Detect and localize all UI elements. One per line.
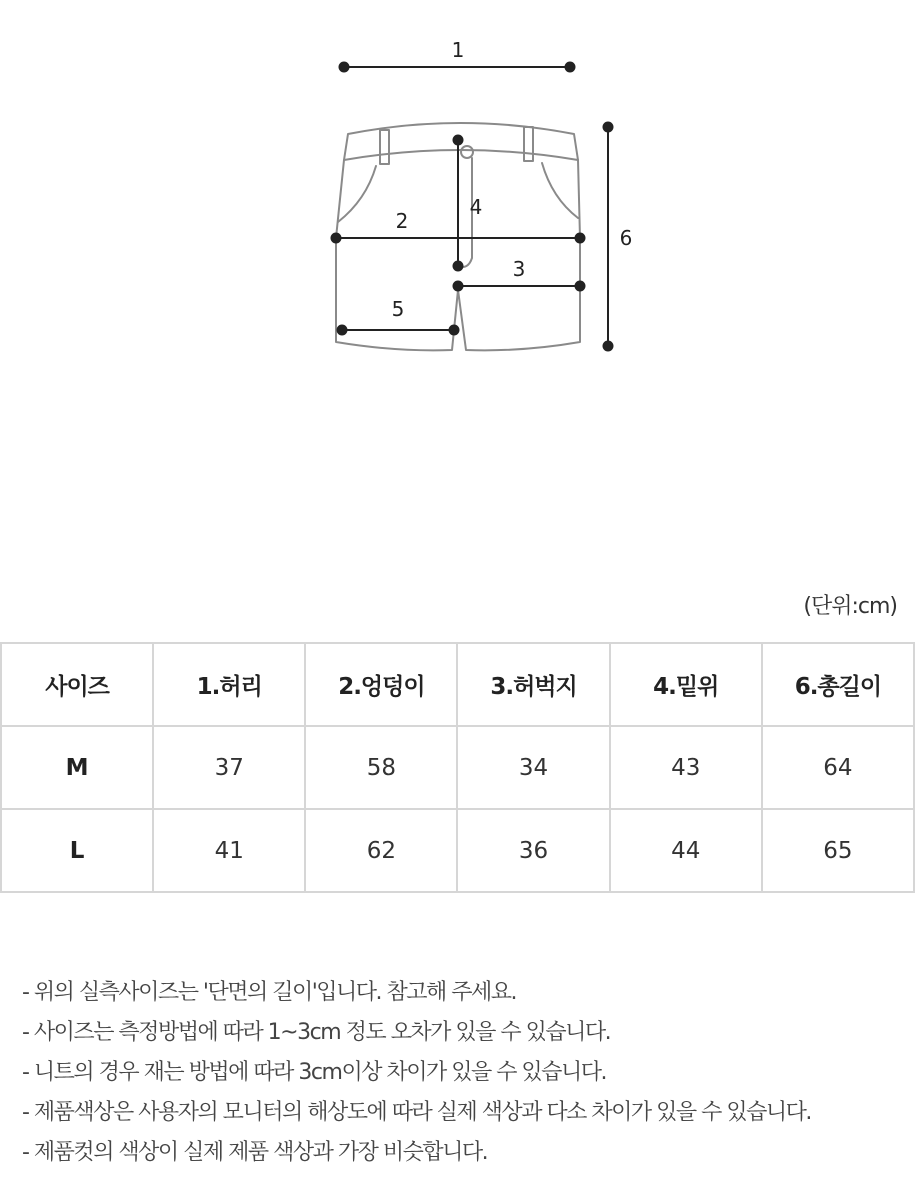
header-hip: 2.엉덩이 xyxy=(305,643,457,726)
value-cell: 65 xyxy=(762,809,914,892)
value-cell: 43 xyxy=(610,726,762,809)
value-cell: 36 xyxy=(457,809,609,892)
shorts-measurement-diagram xyxy=(0,0,915,400)
size-notes xyxy=(22,973,902,1173)
value-cell: 64 xyxy=(762,726,914,809)
note-line: - 사이즈는 측정방법에 따라 1~3cm 정도 오차가 있을 수 있습니다. xyxy=(22,1020,611,1045)
measurement-labels xyxy=(392,38,633,321)
value-cell: 58 xyxy=(305,726,457,809)
unit-label: (단위:cm) xyxy=(803,594,897,619)
size-table xyxy=(0,642,915,893)
header-thigh: 3.허벅지 xyxy=(457,643,609,726)
label-6: 6 xyxy=(619,226,633,250)
label-2: 2 xyxy=(395,209,409,233)
value-cell: 34 xyxy=(457,726,609,809)
note-line: - 니트의 경우 재는 방법에 따라 3cm이상 차이가 있을 수 있습니다. xyxy=(22,1060,606,1085)
table-row xyxy=(1,809,914,892)
size-cell: L xyxy=(1,809,153,892)
value-cell: 41 xyxy=(153,809,305,892)
value-cell: 44 xyxy=(610,809,762,892)
note-line: - 제품색상은 사용자의 모니터의 해상도에 따라 실제 색상과 다소 차이가 있을 수 있습니다. xyxy=(22,1100,811,1125)
table-row xyxy=(1,726,914,809)
note-line: - 위의 실측사이즈는 '단면의 길이'입니다. 참고해 주세요. xyxy=(22,980,517,1005)
size-cell: M xyxy=(1,726,153,809)
label-5: 5 xyxy=(391,297,405,321)
header-size: 사이즈 xyxy=(1,643,153,726)
header-rise: 4.밑위 xyxy=(610,643,762,726)
value-cell: 62 xyxy=(305,809,457,892)
value-cell: 37 xyxy=(153,726,305,809)
table-header-row xyxy=(1,643,914,726)
label-1: 1 xyxy=(451,38,465,62)
header-waist: 1.허리 xyxy=(153,643,305,726)
label-3: 3 xyxy=(512,257,526,281)
note-line: - 제품컷의 색상이 실제 제품 색상과 가장 비슷합니다. xyxy=(22,1140,488,1165)
label-4: 4 xyxy=(469,195,483,219)
header-total-length: 6.총길이 xyxy=(762,643,914,726)
